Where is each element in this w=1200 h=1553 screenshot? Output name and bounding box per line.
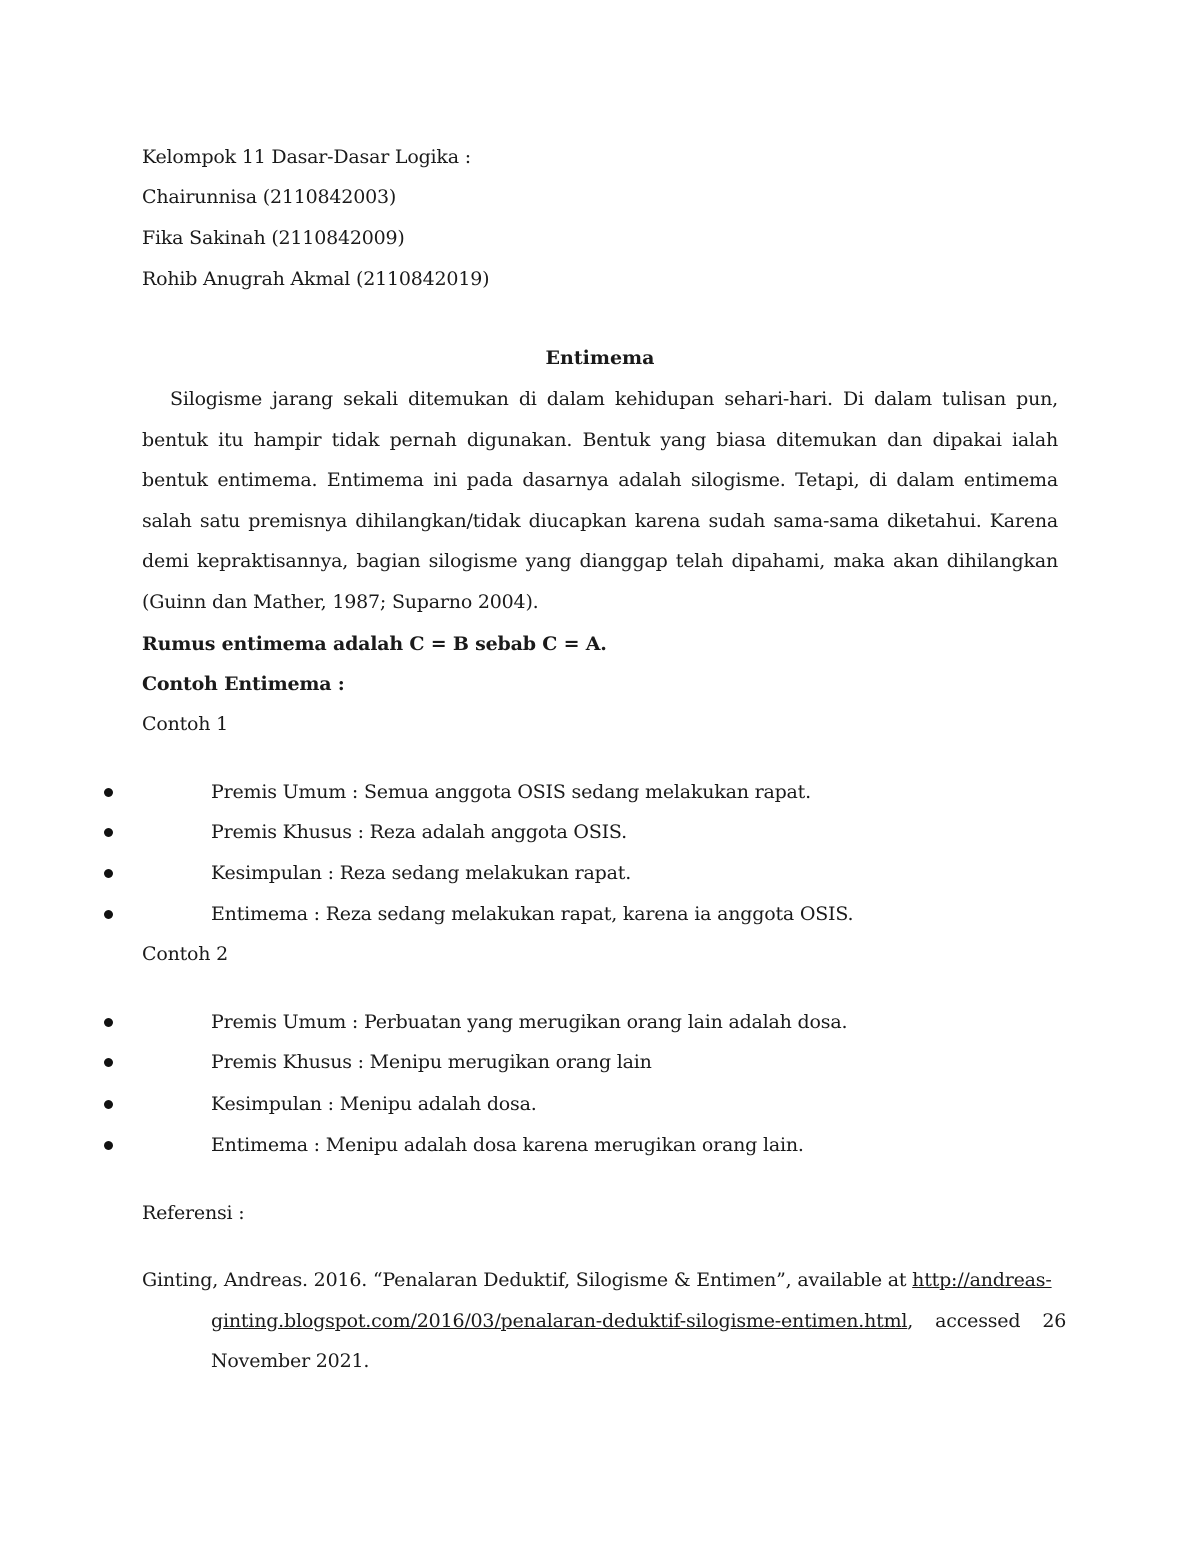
reference-link-part-1[interactable]: http://andreas- [912, 1269, 1052, 1291]
list-item [0, 780, 1200, 804]
list-item [0, 1010, 1200, 1034]
list-item-text: Premis Khusus : Menipu merugikan orang lain [211, 1051, 652, 1073]
bullet-icon [104, 1058, 113, 1067]
bullet-icon [104, 788, 113, 797]
list-item-text: Premis Khusus : Reza adalah anggota OSIS. [211, 821, 627, 843]
member-2: Fika Sakinah (2110842009) [142, 227, 405, 249]
member-3: Rohib Anugrah Akmal (2110842019) [142, 268, 490, 290]
reference-line-2 [142, 1301, 1067, 1342]
list-item [0, 902, 1200, 926]
bullet-icon [104, 869, 113, 878]
example-1-label: Contoh 1 [142, 713, 229, 735]
bullet-icon [104, 1100, 113, 1109]
list-item-text: Premis Umum : Perbuatan yang merugikan orang lain adalah dosa. [211, 1011, 848, 1033]
list-item [0, 1050, 1200, 1074]
bullet-icon [104, 828, 113, 837]
bullet-icon [104, 910, 113, 919]
list-item-text: Entimema : Menipu adalah dosa karena merugikan orang lain. [211, 1134, 804, 1156]
reference-line-3: November 2021. [211, 1350, 370, 1373]
list-item-text: Kesimpulan : Reza sedang melakukan rapat. [211, 862, 632, 884]
body-paragraph: Silogisme jarang sekali ditemukan di dalam kehidupan sehari-hari. Di dalam tulisan pun, bentuk itu hampir tidak pernah digunakan. Bentuk yang biasa ditemukan dan dipakai ialah bentuk entimema. Entimema ini pada dasarnya adalah silogisme. Tetapi, di dalam entimema salah satu premisnya dihilangkan/tidak diucapkan karena sudah sama-sama diketahui. Karena demi kepraktisannya, bagian silogisme yang dianggap telah dipahami, maka akan dihilangkan (Guinn dan Mather, 1987; Suparno 2004). [142, 388, 1058, 613]
list-item-text: Entimema : Reza sedang melakukan rapat, karena ia anggota OSIS. [211, 903, 854, 925]
list-item [0, 820, 1200, 844]
bullet-icon [104, 1018, 113, 1027]
list-item [0, 1092, 1200, 1116]
list-item-text: Premis Umum : Semua anggota OSIS sedang melakukan rapat. [211, 781, 811, 803]
examples-heading: Contoh Entimema : [142, 673, 345, 695]
bullet-icon [104, 1141, 113, 1150]
list-item [0, 1133, 1200, 1157]
formula-line: Rumus entimema adalah C = B sebab C = A. [142, 633, 607, 655]
section-title: Entimema [545, 347, 655, 369]
reference-accessed-day: 26 [1042, 1309, 1067, 1332]
reference-link-part-2[interactable]: ginting.blogspot.com/2016/03/penalaran-deduktif-silogisme-entimen.html [211, 1309, 908, 1332]
list-item [0, 861, 1200, 885]
reference-accessed: accessed [935, 1309, 1021, 1332]
references-heading: Referensi : [142, 1202, 245, 1224]
reference-entry [142, 1260, 1067, 1382]
reference-line-1 [142, 1260, 1059, 1301]
reference-comma: , [907, 1309, 914, 1332]
reference-citation: Ginting, Andreas. 2016. “Penalaran Deduktif, Silogisme & Entimen”, available at [142, 1269, 913, 1291]
group-title: Kelompok 11 Dasar-Dasar Logika : [142, 146, 471, 168]
member-1: Chairunnisa (2110842003) [142, 186, 397, 208]
list-item-text: Kesimpulan : Menipu adalah dosa. [211, 1093, 537, 1115]
example-2-label: Contoh 2 [142, 943, 229, 965]
